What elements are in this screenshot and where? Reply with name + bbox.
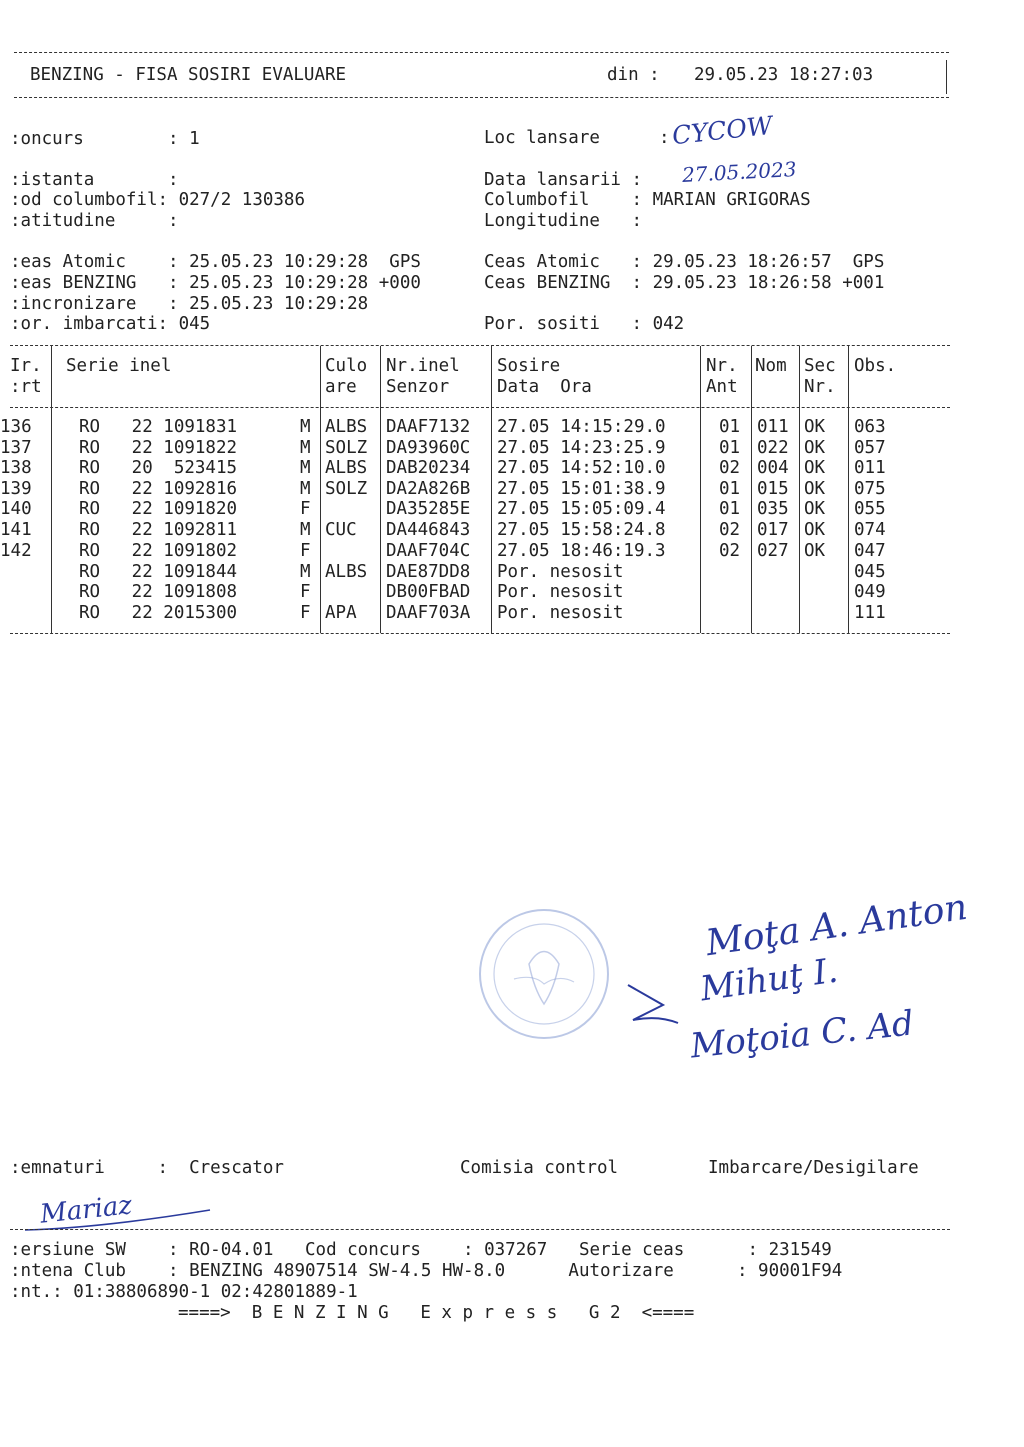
header-top-rule	[14, 52, 949, 53]
cell-senzor: DAAF703A	[386, 603, 471, 623]
th-sec: Nr.	[804, 377, 836, 397]
cell-serie: RO 20 523415	[79, 458, 238, 478]
col-sep	[751, 346, 752, 633]
header-din-label: din :	[607, 65, 660, 85]
th-nom: Nom	[755, 356, 787, 376]
table-bottom-rule	[10, 633, 950, 634]
info-columbofil: Columbofil : MARIAN GRIGORAS	[484, 190, 811, 210]
cell-sosire: Por. nesosit	[497, 582, 624, 602]
cell-sosire: 27.05 18:46:19.3	[497, 541, 666, 561]
cell-culoare: SOLZ	[325, 438, 368, 458]
signature-crescator-stroke	[20, 1200, 220, 1240]
cell-nom: 027	[757, 541, 789, 561]
cell-sex: F	[300, 603, 311, 623]
cell-nr: 137	[0, 438, 32, 458]
info-latitudine: :atitudine :	[10, 211, 179, 231]
cell-sec: OK	[804, 541, 826, 561]
cell-sosire: Por. nesosit	[497, 562, 624, 582]
cell-ant: 02	[719, 541, 741, 561]
th-sosire: Data Ora	[497, 377, 592, 397]
col-sep	[799, 346, 800, 633]
col-sep	[491, 346, 492, 633]
cell-nr: 139	[0, 479, 32, 499]
cell-obs: 011	[854, 458, 886, 478]
cell-ant: 01	[719, 479, 741, 499]
cell-sec: OK	[804, 438, 826, 458]
info-longitudine: Longitudine :	[484, 211, 643, 231]
info-loc-lansare-value: CYCOW	[670, 110, 774, 151]
cell-sosire: 27.05 15:58:24.8	[497, 520, 666, 540]
cell-nr: 136	[0, 417, 32, 437]
th-sosire: Sosire	[497, 356, 561, 376]
cell-culoare: ALBS	[325, 458, 368, 478]
col-sep	[51, 346, 52, 633]
cell-nom: 035	[757, 499, 789, 519]
table-top-rule	[10, 345, 950, 346]
cell-sex: F	[300, 582, 311, 602]
cell-obs: 063	[854, 417, 886, 437]
footer-versiune: :ersiune SW : RO-04.01 Cod concurs : 037267 Serie ceas : 231549	[10, 1240, 832, 1260]
cell-sec: OK	[804, 499, 826, 519]
th-culoare: Culo	[325, 356, 368, 376]
footer-rule	[10, 1229, 950, 1230]
cell-sex: M	[300, 458, 311, 478]
cell-nom: 017	[757, 520, 789, 540]
info-ceas-benzing-arrival: Ceas BENZING : 29.05.23 18:26:58 +001	[484, 273, 885, 293]
cell-serie: RO 22 1091831	[79, 417, 238, 437]
cell-obs: 057	[854, 438, 886, 458]
cell-culoare: ALBS	[325, 417, 368, 437]
th-sec: Sec	[804, 356, 836, 376]
col-sep	[380, 346, 381, 633]
signature-crescator: Mariaz	[38, 1190, 134, 1230]
cell-culoare: SOLZ	[325, 479, 368, 499]
header-datetime: 29.05.23 18:27:03	[694, 65, 874, 85]
cell-sex: M	[300, 479, 311, 499]
cell-senzor: DA446843	[386, 520, 471, 540]
cell-obs: 111	[854, 603, 886, 623]
cell-nr: 138	[0, 458, 32, 478]
info-concurs: :oncurs : 1	[10, 129, 200, 149]
cell-culoare: ALBS	[325, 562, 368, 582]
cell-sex: F	[300, 541, 311, 561]
cell-senzor: DAB20234	[386, 458, 471, 478]
cell-ant: 01	[719, 417, 741, 437]
col-sep	[848, 346, 849, 633]
cell-serie: RO 22 1091808	[79, 582, 238, 602]
signature-flourish	[618, 965, 698, 1035]
cell-sosire: Por. nesosit	[497, 603, 624, 623]
cell-senzor: DAE87DD8	[386, 562, 471, 582]
cell-sec: OK	[804, 417, 826, 437]
th-nr: :rt	[10, 377, 42, 397]
cell-obs: 074	[854, 520, 886, 540]
th-nr: Ir.	[10, 356, 42, 376]
info-ceas-benzing-launch: :eas BENZING : 25.05.23 10:29:28 +000	[10, 273, 421, 293]
cell-nom: 011	[757, 417, 789, 437]
header-bottom-rule	[14, 97, 949, 98]
info-ceas-atomic-launch: :eas Atomic : 25.05.23 10:29:28 GPS	[10, 252, 421, 272]
cell-senzor: DAAF704C	[386, 541, 471, 561]
th-senzor: Nr.inel	[386, 356, 460, 376]
cell-senzor: DA2A826B	[386, 479, 471, 499]
info-loc-lansare-label: Loc lansare	[484, 128, 600, 148]
info-por-imbarcati: :or. imbarcati: 045	[10, 314, 211, 334]
cell-serie: RO 22 1091820	[79, 499, 238, 519]
cell-sosire: 27.05 14:52:10.0	[497, 458, 666, 478]
cell-sec: OK	[804, 520, 826, 540]
cell-serie: RO 22 1092816	[79, 479, 238, 499]
cell-obs: 047	[854, 541, 886, 561]
cell-senzor: DAAF7132	[386, 417, 471, 437]
info-por-sositi: Por. sositi : 042	[484, 314, 685, 334]
cell-sosire: 27.05 15:01:38.9	[497, 479, 666, 499]
cell-serie: RO 22 1091802	[79, 541, 238, 561]
cell-ant: 01	[719, 438, 741, 458]
footer-comisia: Comisia control	[460, 1158, 619, 1178]
th-ant: Ant	[706, 377, 738, 397]
th-serie: Serie inel	[66, 356, 172, 376]
cell-sec: OK	[804, 458, 826, 478]
th-culoare: are	[325, 377, 357, 397]
info-sincronizare: :incronizare : 25.05.23 10:29:28	[10, 294, 369, 314]
cell-sex: M	[300, 417, 311, 437]
cell-ant: 01	[719, 499, 741, 519]
th-senzor: Senzor	[386, 377, 450, 397]
table-header-rule	[10, 407, 950, 408]
cell-serie: RO 22 1091822	[79, 438, 238, 458]
cell-ant: 02	[719, 458, 741, 478]
footer-imbarcare: Imbarcare/Desigilare	[708, 1158, 919, 1178]
cell-culoare: CUC	[325, 520, 357, 540]
cell-ant: 02	[719, 520, 741, 540]
cell-nom: 022	[757, 438, 789, 458]
info-ceas-atomic-arrival: Ceas Atomic : 29.05.23 18:26:57 GPS	[484, 252, 885, 272]
cell-senzor: DA35285E	[386, 499, 471, 519]
info-cod-columbofil: :od columbofil: 027/2 130386	[10, 190, 306, 210]
cell-obs: 075	[854, 479, 886, 499]
footer-ant: :nt.: 01:38806890-1 02:42801889-1	[10, 1282, 358, 1302]
cell-obs: 045	[854, 562, 886, 582]
cell-obs: 049	[854, 582, 886, 602]
cell-senzor: DB00FBAD	[386, 582, 471, 602]
signature-commission-2: Mihuţ I.	[697, 950, 841, 1010]
info-distanta: :istanta :	[10, 170, 179, 190]
cell-serie: RO 22 2015300	[79, 603, 238, 623]
info-data-lansarii-value: 27.05.2023	[681, 157, 798, 187]
footer-express: ====> B E N Z I N G E x p r e s s G 2 <====	[178, 1303, 695, 1323]
cell-sec: OK	[804, 479, 826, 499]
col-sep	[320, 346, 321, 633]
cell-serie: RO 22 1092811	[79, 520, 238, 540]
header-title: BENZING - FISA SOSIRI EVALUARE	[30, 65, 347, 85]
cell-nom: 015	[757, 479, 789, 499]
header-right-border	[946, 60, 947, 94]
cell-sosire: 27.05 14:15:29.0	[497, 417, 666, 437]
cell-nr: 141	[0, 520, 32, 540]
signature-commission-3: Moţoia C. Ad	[688, 1003, 916, 1067]
cell-culoare: APA	[325, 603, 357, 623]
cell-sex: M	[300, 520, 311, 540]
th-obs: Obs.	[854, 356, 897, 376]
cell-nr: 140	[0, 499, 32, 519]
cell-nom: 004	[757, 458, 789, 478]
commission-stamp	[474, 904, 614, 1044]
cell-sosire: 27.05 14:23:25.9	[497, 438, 666, 458]
th-ant: Nr.	[706, 356, 738, 376]
footer-semnaturi: :emnaturi : Crescator	[10, 1158, 284, 1178]
cell-sex: M	[300, 562, 311, 582]
cell-nr: 142	[0, 541, 32, 561]
cell-sex: M	[300, 438, 311, 458]
footer-antena: :ntena Club : BENZING 48907514 SW-4.5 HW-8.0 Autorizare : 90001F94	[10, 1261, 843, 1281]
col-sep	[700, 346, 701, 633]
cell-senzor: DA93960C	[386, 438, 471, 458]
cell-serie: RO 22 1091844	[79, 562, 238, 582]
info-data-lansarii-label: Data lansarii :	[484, 170, 643, 190]
cell-sex: F	[300, 499, 311, 519]
info-loc-lansare-sep: :	[659, 128, 670, 148]
signature-commission-1: Moţa A. Anton	[703, 886, 970, 965]
cell-sosire: 27.05 15:05:09.4	[497, 499, 666, 519]
cell-obs: 055	[854, 499, 886, 519]
